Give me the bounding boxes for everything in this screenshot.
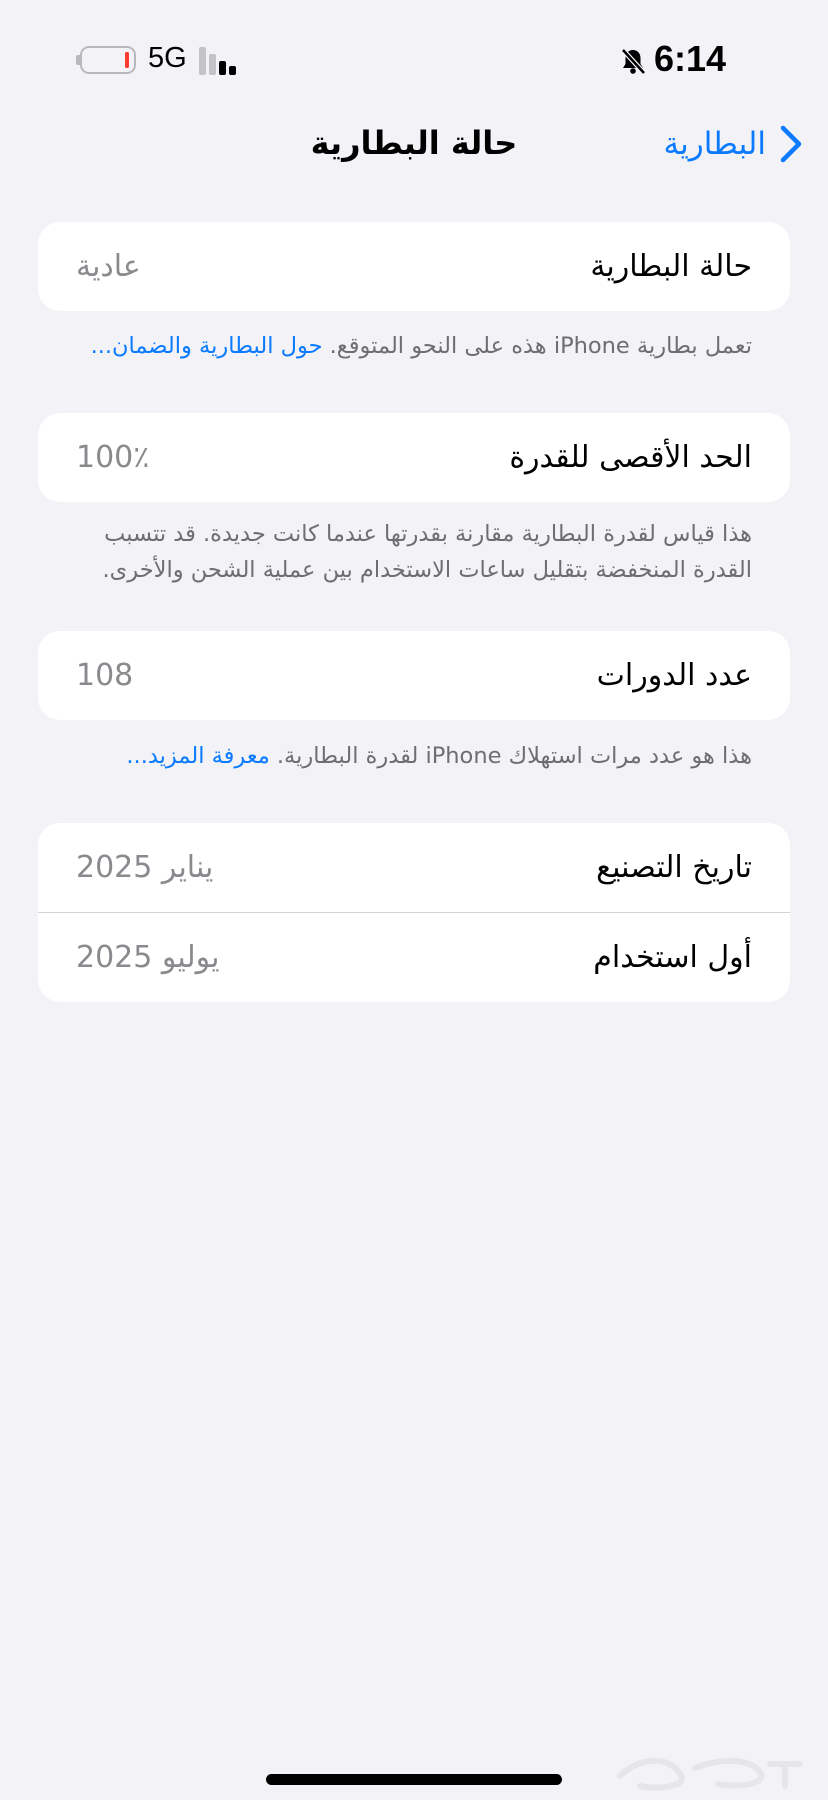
cycle-count-footnote [80, 738, 752, 774]
battery-health-row [38, 222, 790, 311]
cycle-count-footnote-text: هذا هو عدد مرات استهلاك iPhone لقدرة البطارية. [269, 743, 752, 769]
cycle-count-value: 108 [76, 658, 134, 693]
cycle-count-label: عدد الدورات [596, 658, 752, 693]
cellular-signal-icon [199, 47, 243, 75]
manufacture-date-label: تاريخ التصنيع [596, 850, 752, 885]
silent-mode-bell-icon [618, 46, 648, 76]
watermark-logo [600, 1746, 810, 1796]
battery-icon [76, 46, 136, 74]
manufacture-date-value: يناير 2025 [76, 850, 214, 885]
learn-more-link[interactable]: معرفة المزيد... [126, 743, 270, 769]
maximum-capacity-value: 100٪ [76, 440, 150, 475]
battery-health-label: حالة البطارية [590, 249, 752, 284]
dates-group [38, 823, 790, 1002]
back-button-label: البطارية [663, 126, 766, 162]
clock: 6:14 [654, 38, 727, 79]
page-title: حالة البطارية [310, 124, 518, 162]
battery-health-value: عادية [76, 249, 141, 284]
battery-health-group [38, 222, 790, 311]
status-bar [0, 0, 828, 110]
battery-warranty-link[interactable]: حول البطارية والضمان... [90, 333, 323, 359]
cycle-count-row [38, 631, 790, 720]
first-use-value: يوليو 2025 [76, 940, 220, 975]
cycle-count-group [38, 631, 790, 720]
maximum-capacity-group [38, 413, 790, 502]
first-use-label: أول استخدام [593, 940, 752, 975]
battery-health-footnote-text: تعمل بطارية iPhone هذه على النحو المتوقع. [322, 333, 752, 359]
maximum-capacity-row [38, 413, 790, 502]
network-type-label: 5G [148, 42, 187, 74]
battery-health-footnote [80, 328, 752, 364]
manufacture-date-row [38, 823, 790, 912]
maximum-capacity-footnote: هذا قياس لقدرة البطارية مقارنة بقدرتها عندما كانت جديدة. قد تتسبب القدرة المنخفضة بتقليل ساعات الاستخدام بين عملية الشحن والأخرى. [102, 521, 752, 583]
first-use-row [38, 913, 790, 1002]
home-indicator[interactable] [266, 1774, 562, 1785]
maximum-capacity-label: الحد الأقصى للقدرة [509, 440, 752, 475]
